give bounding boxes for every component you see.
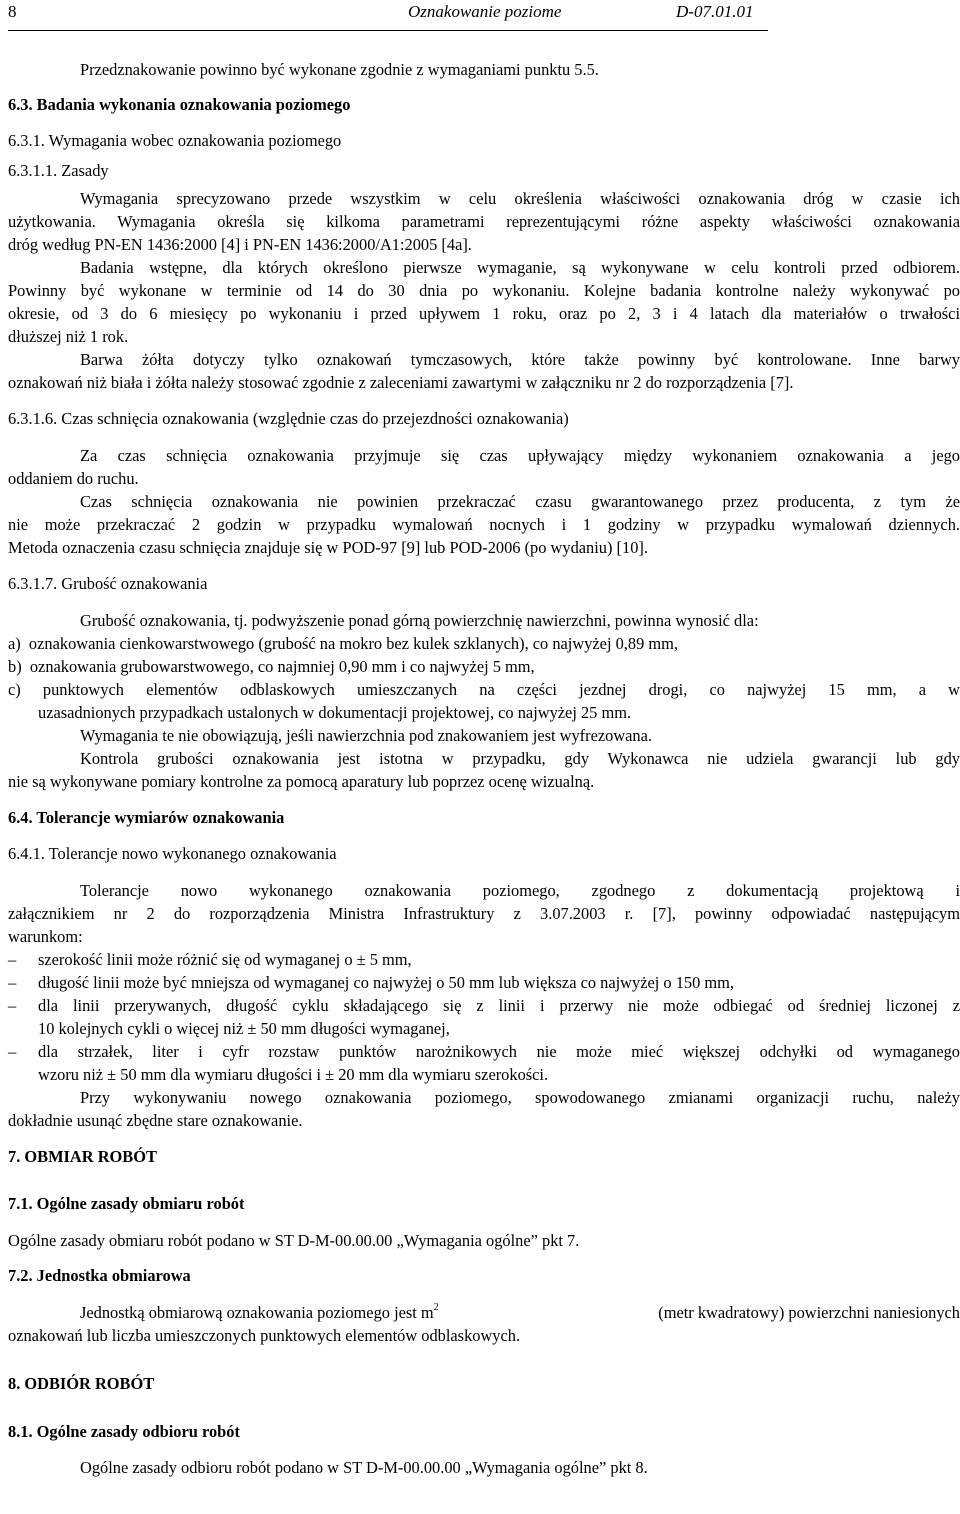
- page-number: 8: [8, 2, 17, 21]
- paragraph-line: Badania wstępne, dla których określono pierwsze wymaganie, są wykonywane w celu kontroli przed odbiorem.: [80, 258, 960, 277]
- paragraph-line: Ogólne zasady obmiaru robót podano w ST D-M-00.00.00 „Wymagania ogólne” pkt 7.: [8, 1231, 580, 1250]
- list-dash: –: [8, 996, 17, 1015]
- list-item: szerokość linii może różnić się od wymaganej o ± 5 mm,: [38, 950, 412, 969]
- section-heading: 8.1. Ogólne zasady odbioru robót: [8, 1422, 240, 1441]
- list-item-continuation: 10 kolejnych cykli o więcej niż ± 50 mm długości wymaganej,: [38, 1019, 450, 1038]
- paragraph-line: Barwa żółta dotyczy tylko oznakowań tymczasowych, które także powinny być kontrolowane. Inne barwy: [80, 350, 960, 369]
- list-dash: –: [8, 973, 17, 992]
- section-heading: 7.1. Ogólne zasady obmiaru robót: [8, 1194, 245, 1213]
- subsection-heading: 6.3.1. Wymagania wobec oznakowania poziomego: [8, 131, 342, 150]
- paragraph-line: Tolerancje nowo wykonanego oznakowania poziomego, zgodnego z dokumentacją projektową i: [80, 881, 960, 900]
- header-code: D-07.01.01: [676, 2, 754, 21]
- list-dash: –: [8, 950, 17, 969]
- section-heading: 7.2. Jednostka obmiarowa: [8, 1266, 191, 1285]
- paragraph-line: Przedznakowanie powinno być wykonane zgodnie z wymaganiami punktu 5.5.: [80, 60, 599, 79]
- paragraph-line: Metoda oznaczenia czasu schnięcia znajduje się w POD-97 [9] lub POD-2006 (po wydaniu) [10].: [8, 538, 648, 557]
- paragraph-line: Przy wykonywaniu nowego oznakowania poziomego, spowodowanego zmianami organizacji ruchu, należy: [80, 1088, 960, 1107]
- paragraph-line: nie są wykonywane pomiary kontrolne za pomocą aparatury lub poprzez ocenę wizualną.: [8, 772, 595, 791]
- section-heading: 6.4. Tolerancje wymiarów oznakowania: [8, 808, 285, 827]
- paragraph-line: oznakowań niż biała i żółta należy stosować zgodnie z zaleceniami zawartymi w załączniku nr 2 do rozporządzenia [7].: [8, 373, 794, 392]
- section-heading: 6.3. Badania wykonania oznakowania poziomego: [8, 95, 351, 114]
- paragraph-line: warunkom:: [8, 927, 83, 946]
- list-item: b) oznakowania grubowarstwowego, co najmniej 0,90 mm i co najwyżej 5 mm,: [8, 657, 535, 676]
- paragraph-line: załącznikiem nr 2 do rozporządzenia Ministra Infrastruktury z 3.07.2003 r. [7], powinny odpowiadać następującym: [8, 904, 960, 923]
- paragraph-line: użytkowania. Wymagania określa się kilkoma parametrami reprezentującymi różne aspekty właściwości oznakowania: [8, 212, 960, 231]
- paragraph-line: oddaniem do ruchu.: [8, 469, 139, 488]
- subsection-heading: 6.3.1.7. Grubość oznakowania: [8, 574, 208, 593]
- paragraph-text: [80, 1303, 439, 1323]
- paragraph-line: dłuższej niż 1 rok.: [8, 327, 129, 346]
- paragraph-line: Wymagania te nie obowiązują, jeśli nawierzchnia pod znakowaniem jest wyfrezowana.: [80, 726, 652, 745]
- paragraph-line: Czas schnięcia oznakowania nie powinien przekraczać czasu gwarantowanego przez producenta, z tym że: [80, 492, 960, 511]
- list-item: a) oznakowania cienkowarstwowego (grubość na mokro bez kulek szklanych), co najwyżej 0,89 mm,: [8, 634, 678, 653]
- paragraph-line: oznakowań lub liczba umieszczonych punktowych elementów odblaskowych.: [8, 1326, 521, 1345]
- subsection-heading: 6.3.1.1. Zasady: [8, 161, 109, 180]
- chapter-heading: 7. OBMIAR ROBÓT: [8, 1147, 157, 1166]
- list-dash: –: [8, 1042, 17, 1061]
- list-item: długość linii może być mniejsza od wymaganej co najwyżej o 50 mm lub większa co najwyżej o 150 mm,: [38, 973, 734, 992]
- list-item-continuation: wzoru niż ± 50 mm dla wymiaru długości i ± 20 mm dla wymiaru szerokości.: [38, 1065, 549, 1084]
- paragraph-line: Powinny być wykonane w terminie od 14 do 30 dnia po wykonaniu. Kolejne badania kontrolne należy wykonywać po: [8, 281, 960, 300]
- paragraph-line: Za czas schnięcia oznakowania przyjmuje się czas upływający między wykonaniem oznakowania a jego: [80, 446, 960, 465]
- paragraph-line: [80, 1303, 960, 1323]
- list-item: dla strzałek, liter i cyfr rozstaw punktów narożnikowych nie może mieć większej odchyłki od wymaganego: [38, 1042, 960, 1061]
- paragraph-line: Grubość oznakowania, tj. podwyższenie ponad górną powierzchnię nawierzchni, powinna wynosić dla:: [80, 611, 759, 630]
- chapter-heading: 8. ODBIÓR ROBÓT: [8, 1374, 155, 1393]
- header-title: Oznakowanie poziome: [408, 2, 562, 21]
- paragraph-line: dróg według PN-EN 1436:2000 [4] i PN-EN 1436:2000/A1:2005 [4a].: [8, 235, 472, 254]
- subsection-heading: 6.4.1. Tolerancje nowo wykonanego oznakowania: [8, 844, 337, 863]
- text-segment: (metr kwadratowy) powierzchni naniesionych: [658, 1303, 960, 1322]
- list-item-continuation: uzasadnionych przypadkach ustalonych w dokumentacji projektowej, co najwyżej 25 mm.: [38, 703, 632, 722]
- header-rule: [8, 30, 768, 31]
- paragraph-line: okresie, od 3 do 6 miesięcy po wykonaniu i przed upływem 1 roku, oraz po 2, 3 i 4 latach dla materiałów o trwałości: [8, 304, 960, 323]
- subsection-heading: 6.3.1.6. Czas schnięcia oznakowania (względnie czas do przejezdności oznakowania): [8, 409, 569, 428]
- paragraph-line: Ogólne zasady odbioru robót podano w ST D-M-00.00.00 „Wymagania ogólne” pkt 8.: [80, 1458, 648, 1477]
- list-item: c) punktowych elementów odblaskowych umieszczanych na części jezdnej drogi, co najwyżej 15 mm, a w: [8, 680, 960, 699]
- paragraph-line: Kontrola grubości oznakowania jest istotna w przypadku, gdy Wykonawca nie udziela gwarancji lub gdy: [80, 749, 960, 768]
- text-segment: Jednostką obmiarową oznakowania poziomego jest m: [80, 1303, 434, 1322]
- running-header: [8, 2, 952, 24]
- list-item: dla linii przerywanych, długość cyklu składającego się z linii i przerwy nie może odbiegać od średniej liczonej z: [38, 996, 960, 1015]
- paragraph-line: Wymagania sprecyzowano przede wszystkim w celu określenia właściwości oznakowania dróg w czasie ich: [80, 189, 960, 208]
- paragraph-line: dokładnie usunąć zbędne stare oznakowanie.: [8, 1111, 303, 1130]
- paragraph-line: nie może przekraczać 2 godzin w przypadku wymalowań nocnych i 1 godziny w przypadku wymalowań dziennych.: [8, 515, 960, 534]
- superscript: 2: [433, 1302, 439, 1313]
